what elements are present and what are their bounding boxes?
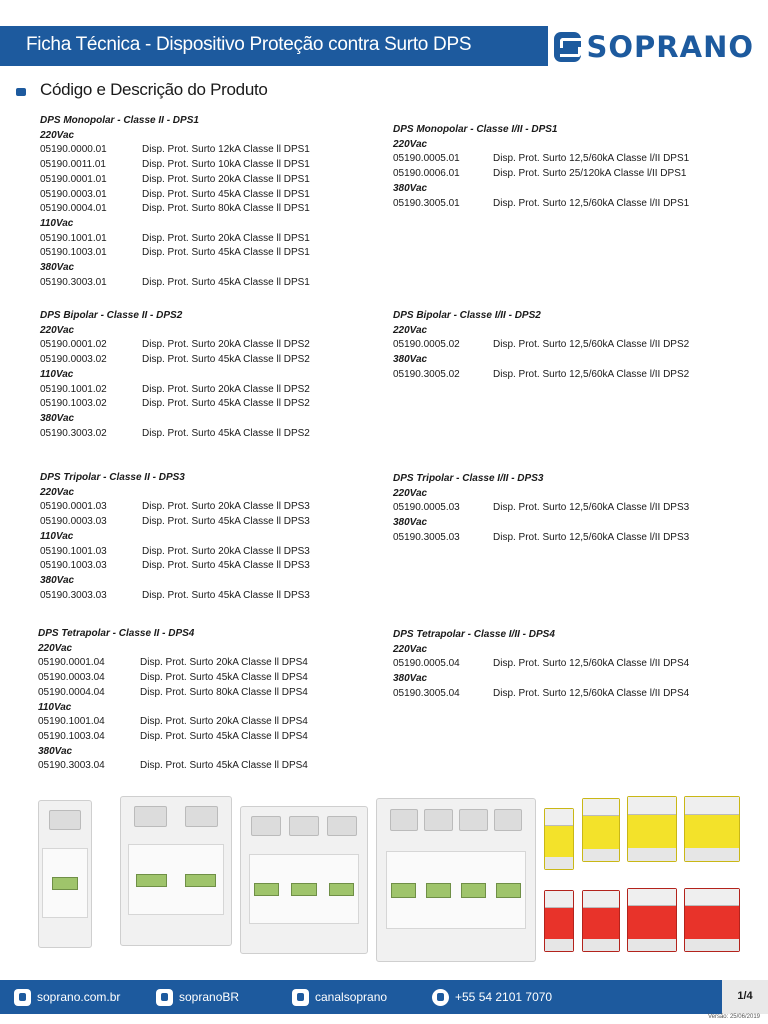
product-row [393, 167, 689, 182]
product-description: Disp. Prot. Surto 20kA Classe ll DPS2 [142, 383, 310, 395]
voltage-label: 220Vac [393, 487, 428, 499]
product-row [40, 545, 310, 560]
product-row [393, 368, 689, 383]
voltage-label: 110Vac [38, 701, 72, 713]
product-description: Disp. Prot. Surto 45kA Classe ll DPS4 [140, 760, 308, 772]
product-image-class12-dps4-yellow [684, 796, 740, 862]
product-description: Disp. Prot. Surto 20kA Classe ll DPS1 [142, 232, 310, 244]
soprano-logo-icon [554, 32, 581, 62]
group-title: DPS Bipolar - Classe II - DPS2 [40, 310, 183, 321]
product-image-class12-dps2-yellow [582, 798, 620, 862]
product-code: 05190.1001.04 [38, 716, 105, 728]
product-row [40, 246, 310, 261]
product-description: Disp. Prot. Surto 45kA Classe ll DPS2 [142, 354, 310, 366]
product-description: Disp. Prot. Surto 20kA Classe ll DPS3 [142, 545, 310, 557]
footer-website[interactable]: soprano.com.br [37, 990, 121, 1004]
product-code: 05190.1001.02 [40, 383, 107, 395]
product-code: 05190.3003.04 [38, 760, 105, 772]
product-code: 05190.3005.02 [393, 368, 460, 380]
soprano-logo-icon [14, 989, 31, 1006]
product-code: 05190.0003.01 [40, 188, 107, 200]
product-code: 05190.3003.01 [40, 276, 107, 288]
group-right-tripolar [393, 472, 689, 546]
product-image-dps1 [38, 800, 92, 948]
footer-facebook[interactable]: sopranoBR [179, 990, 240, 1004]
product-description: Disp. Prot. Surto 45kA Classe ll DPS1 [142, 276, 310, 288]
version-date: Versão: 25/06/2019 [707, 1014, 760, 1020]
product-image-class12-dps3-red [627, 888, 677, 952]
product-description: Disp. Prot. Surto 20kA Classe ll DPS1 [142, 173, 310, 185]
product-code: 05190.1001.01 [40, 232, 107, 244]
product-image-dps4 [376, 798, 536, 962]
product-row [40, 397, 310, 412]
voltage-label: 380Vac [393, 673, 428, 685]
youtube-icon [292, 989, 309, 1006]
product-image-dps3 [240, 806, 368, 954]
product-code: 05190.0001.03 [40, 501, 107, 513]
product-code: 05190.0011.01 [40, 159, 106, 171]
product-code: 05190.0001.01 [40, 173, 107, 185]
product-row [40, 143, 310, 158]
group-title: DPS Monopolar - Classe II - DPS1 [40, 115, 199, 126]
product-row [393, 531, 689, 546]
product-row [393, 501, 689, 516]
product-image-class12-dps1-red [544, 890, 574, 952]
product-description: Disp. Prot. Surto 45kA Classe ll DPS3 [142, 589, 310, 601]
product-description: Disp. Prot. Surto 45kA Classe ll DPS1 [142, 247, 310, 259]
product-description: Disp. Prot. Surto 20kA Classe ll DPS2 [142, 339, 310, 351]
product-code: 05190.0005.04 [393, 658, 460, 670]
product-image-class12-dps1-yellow [544, 808, 574, 870]
voltage-label: 220Vac [38, 642, 73, 654]
product-description: Disp. Prot. Surto 45kA Classe ll DPS4 [140, 672, 308, 684]
product-row [38, 759, 308, 774]
product-description: Disp. Prot. Surto 45kA Classe ll DPS2 [142, 427, 310, 439]
product-row [40, 232, 310, 247]
voltage-label: 220Vac [393, 138, 428, 150]
product-row [40, 515, 310, 530]
product-image-class12-dps2-red [582, 890, 620, 952]
product-code: 05190.1003.03 [40, 560, 107, 572]
voltage-label: 220Vac [40, 324, 75, 336]
product-row [40, 559, 310, 574]
product-row [38, 671, 308, 686]
voltage-label: 220Vac [393, 643, 428, 655]
product-description: Disp. Prot. Surto 12,5/60kA Classe l/II DPS4 [493, 658, 690, 670]
voltage-label: 110Vac [40, 368, 74, 380]
page-number: 1/4 [737, 990, 753, 1002]
product-description: Disp. Prot. Surto 80kA Classe ll DPS4 [140, 686, 308, 698]
product-description: Disp. Prot. Surto 12,5/60kA Classe l/II DPS1 [493, 153, 690, 165]
voltage-label: 380Vac [40, 574, 75, 586]
product-code: 05190.0003.03 [40, 516, 107, 528]
product-description: Disp. Prot. Surto 20kA Classe ll DPS3 [142, 501, 310, 513]
product-row [393, 687, 689, 702]
group-left-monopolar [40, 114, 310, 290]
product-row [38, 730, 308, 745]
product-code: 05190.0005.02 [393, 339, 460, 351]
footer-website-link[interactable] [14, 988, 120, 1006]
brand-logo [554, 30, 754, 64]
logo-text: SOPRANO [586, 30, 754, 64]
group-title: DPS Bipolar - Classe I/II - DPS2 [393, 310, 541, 321]
group-left-tripolar [40, 471, 310, 603]
product-description: Disp. Prot. Surto 20kA Classe ll DPS4 [140, 716, 308, 728]
product-row [40, 173, 310, 188]
product-row [40, 500, 310, 515]
product-code: 05190.0005.03 [393, 502, 460, 514]
voltage-label: 380Vac [40, 412, 75, 424]
product-code: 05190.0004.01 [40, 203, 107, 215]
product-code: 05190.0001.02 [40, 339, 107, 351]
product-code: 05190.3005.03 [393, 531, 460, 543]
product-description: Disp. Prot. Surto 80kA Classe ll DPS1 [142, 203, 310, 215]
voltage-label: 110Vac [40, 530, 74, 542]
group-left-tetrapolar [38, 627, 308, 774]
group-right-tetrapolar [393, 628, 689, 702]
group-title: DPS Tetrapolar - Classe II - DPS4 [38, 628, 195, 639]
footer-facebook-link[interactable] [156, 988, 239, 1006]
page-title: Ficha Técnica - Dispositivo Proteção contra Surto DPS [26, 34, 472, 55]
product-code: 05190.1003.01 [40, 247, 107, 259]
product-row [393, 152, 689, 167]
product-image-class12-dps3-yellow [627, 796, 677, 862]
group-title: DPS Tetrapolar - Classe I/II - DPS4 [393, 629, 555, 640]
voltage-label: 110Vac [40, 217, 74, 229]
voltage-label: 380Vac [393, 354, 428, 366]
group-right-monopolar [393, 123, 689, 211]
product-description: Disp. Prot. Surto 12,5/60kA Classe l/II DPS3 [493, 502, 690, 514]
product-row [40, 427, 310, 442]
product-code: 05190.0004.04 [38, 686, 105, 698]
product-code: 05190.3003.03 [40, 589, 107, 601]
voltage-label: 220Vac [393, 324, 428, 336]
product-code: 05190.0006.01 [393, 168, 460, 180]
product-code: 05190.3003.02 [40, 427, 107, 439]
product-code: 05190.1003.04 [38, 730, 105, 742]
product-image-class12-dps4-red [684, 888, 740, 952]
group-title: DPS Tripolar - Classe II - DPS3 [40, 472, 185, 483]
group-title: DPS Monopolar - Classe I/II - DPS1 [393, 124, 558, 135]
product-code: 05190.0005.01 [393, 153, 460, 165]
product-description: Disp. Prot. Surto 12kA Classe ll DPS1 [142, 144, 310, 156]
product-code: 05190.1001.03 [40, 545, 107, 557]
product-code: 05190.0003.02 [40, 354, 107, 366]
product-row [38, 656, 308, 671]
voltage-label: 380Vac [40, 262, 75, 274]
product-description: Disp. Prot. Surto 45kA Classe ll DPS3 [142, 560, 310, 572]
product-row [40, 276, 310, 291]
product-description: Disp. Prot. Surto 45kA Classe ll DPS3 [142, 516, 310, 528]
product-photos [30, 792, 740, 967]
section-bullet-icon [16, 88, 26, 96]
product-description: Disp. Prot. Surto 12,5/60kA Classe l/II DPS2 [493, 339, 690, 351]
phone-icon [432, 989, 449, 1006]
section-title: Código e Descrição do Produto [40, 80, 268, 99]
product-row [393, 197, 689, 212]
footer-phone[interactable]: +55 54 2101 7070 [455, 990, 553, 1004]
product-description: Disp. Prot. Surto 12,5/60kA Classe l/II DPS2 [493, 368, 690, 380]
product-code: 05190.3005.04 [393, 687, 460, 699]
product-row [393, 338, 689, 353]
product-description: Disp. Prot. Surto 25/120kA Classe l/II DPS1 [493, 168, 687, 180]
product-image-dps2 [120, 796, 232, 946]
product-description: Disp. Prot. Surto 12,5/60kA Classe l/II DPS1 [493, 197, 690, 209]
product-description: Disp. Prot. Surto 10kA Classe ll DPS1 [142, 159, 310, 171]
product-row [393, 657, 689, 672]
footer-phone-link[interactable] [432, 988, 552, 1006]
product-description: Disp. Prot. Surto 45kA Classe ll DPS2 [142, 398, 310, 410]
voltage-label: 220Vac [40, 486, 75, 498]
product-row [40, 202, 310, 217]
product-description: Disp. Prot. Surto 12,5/60kA Classe l/II DPS4 [493, 687, 690, 699]
product-row [38, 715, 308, 730]
product-row [40, 188, 310, 203]
product-code: 05190.0000.01 [40, 144, 107, 156]
product-row [38, 686, 308, 701]
product-row [40, 338, 310, 353]
voltage-label: 380Vac [393, 182, 428, 194]
voltage-label: 380Vac [393, 517, 428, 529]
product-code: 05190.0001.04 [38, 657, 105, 669]
group-title: DPS Tripolar - Classe I/II - DPS3 [393, 473, 544, 484]
product-description: Disp. Prot. Surto 45kA Classe ll DPS4 [140, 730, 308, 742]
footer-youtube-link[interactable] [292, 988, 387, 1006]
product-row [40, 589, 310, 604]
facebook-icon [156, 989, 173, 1006]
product-row [40, 353, 310, 368]
product-row [40, 158, 310, 173]
group-left-bipolar [40, 309, 310, 441]
product-description: Disp. Prot. Surto 45kA Classe ll DPS1 [142, 188, 310, 200]
product-code: 05190.0003.04 [38, 672, 105, 684]
product-code: 05190.1003.02 [40, 398, 107, 410]
product-code: 05190.3005.01 [393, 197, 460, 209]
product-description: Disp. Prot. Surto 20kA Classe ll DPS4 [140, 657, 308, 669]
voltage-label: 220Vac [40, 129, 75, 141]
group-right-bipolar [393, 309, 689, 383]
voltage-label: 380Vac [38, 745, 73, 757]
footer-youtube[interactable]: canalsoprano [315, 990, 388, 1004]
product-row [40, 383, 310, 398]
product-description: Disp. Prot. Surto 12,5/60kA Classe l/II DPS3 [493, 531, 690, 543]
